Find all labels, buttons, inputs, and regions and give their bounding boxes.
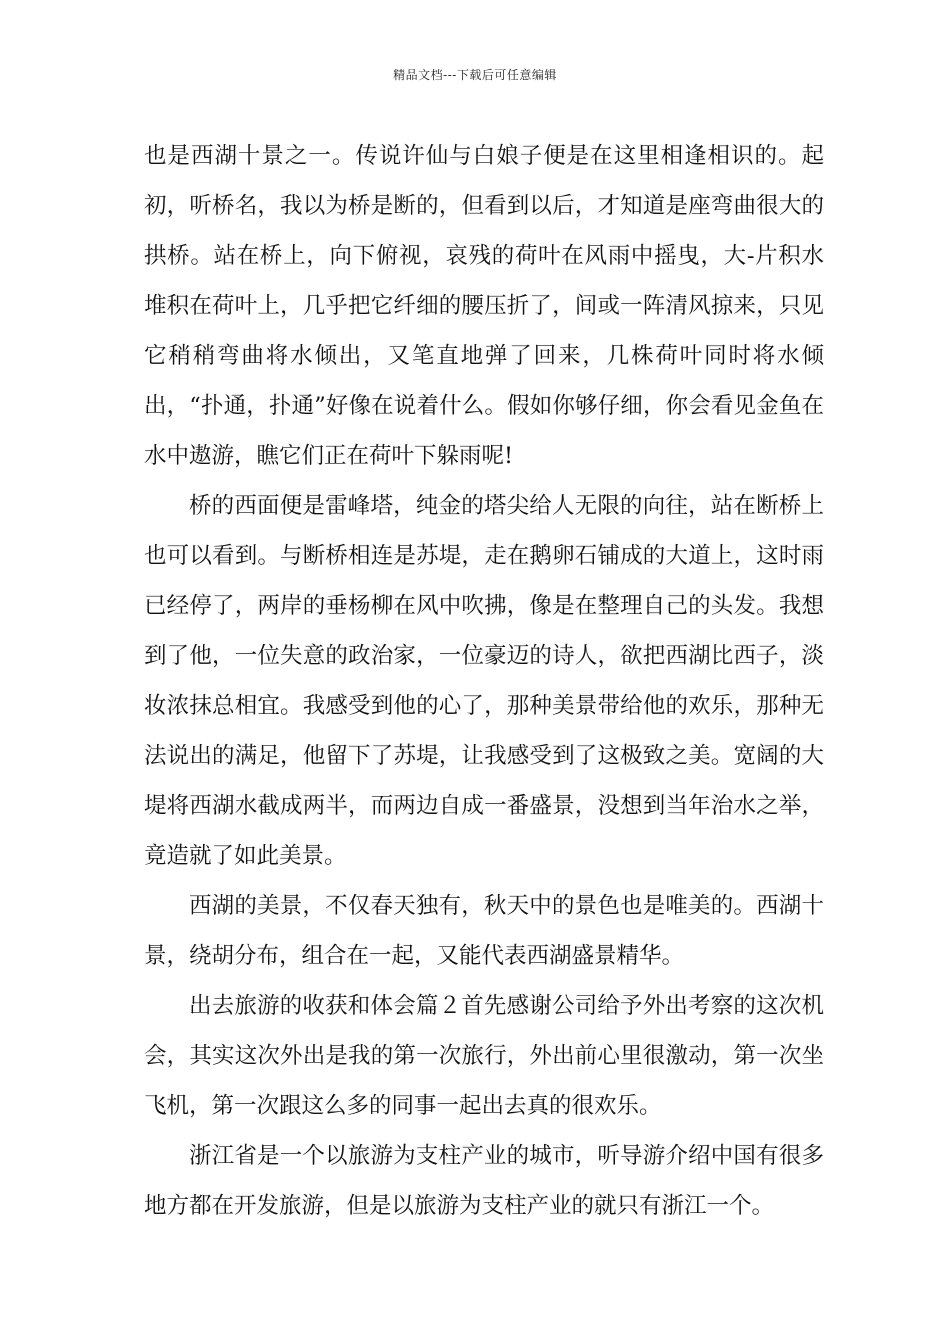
page-header: 精品文档---下载后可任意编辑 xyxy=(393,68,557,82)
document-body xyxy=(144,131,824,1231)
paragraph: 浙江省是一个以旅游为支柱产业的城市，听导游介绍中国有很多地方都在开发旅游，但是以旅游为支柱产业的就只有浙江一个。 xyxy=(144,1143,824,1219)
paragraph: 桥的西面便是雷峰塔，纯金的塔尖给人无限的向往，站在断桥上也可以看到。与断桥相连是苏堤，走在鹅卵石铺成的大道上，这时雨已经停了，两岸的垂杨柳在风中吹拂，像是在整理自己的头发。我想到了他，一位失意的政治家，一位豪迈的诗人，欲把西湖比西子，淡妆浓抹总相宜。我感受到他的心了，那种美景带给他的欢乐，那种无法说出的满足，他留下了苏堤，让我感受到了这极致之美。宽阔的大堤将西湖水截成两半，而两边自成一番盛景，没想到当年治水之举，竟造就了如此美景。 xyxy=(144,493,824,869)
paragraph: 出去旅游的收获和体会篇２首先感谢公司给予外出考察的这次机会，其实这次外出是我的第一次旅行，外出前心里很激动，第一次坐飞机，第一次跟这么多的同事一起出去真的很欢乐。 xyxy=(144,993,824,1119)
paragraph: 也是西湖十景之一。传说许仙与白娘子便是在这里相逢相识的。起初，听桥名，我以为桥是断的，但看到以后，才知道是座弯曲很大的拱桥。站在桥上，向下俯视，哀残的荷叶在风雨中摇曳，大-片积水堆积在荷叶上，几乎把它纤细的腰压折了，间或一阵清风掠来，只见它稍稍弯曲将水倾出，又笔直地弹了回来，几株荷叶同时将水倾出，“扑通，扑通”好像在说着什么。假如你够仔细，你会看见金鱼在水中遨游，瞧它们正在荷叶下躲雨呢! xyxy=(144,143,824,469)
paragraph: 西湖的美景，不仅春天独有，秋天中的景色也是唯美的。西湖十景，绕胡分布，组合在一起，又能代表西湖盛景精华。 xyxy=(144,893,824,969)
